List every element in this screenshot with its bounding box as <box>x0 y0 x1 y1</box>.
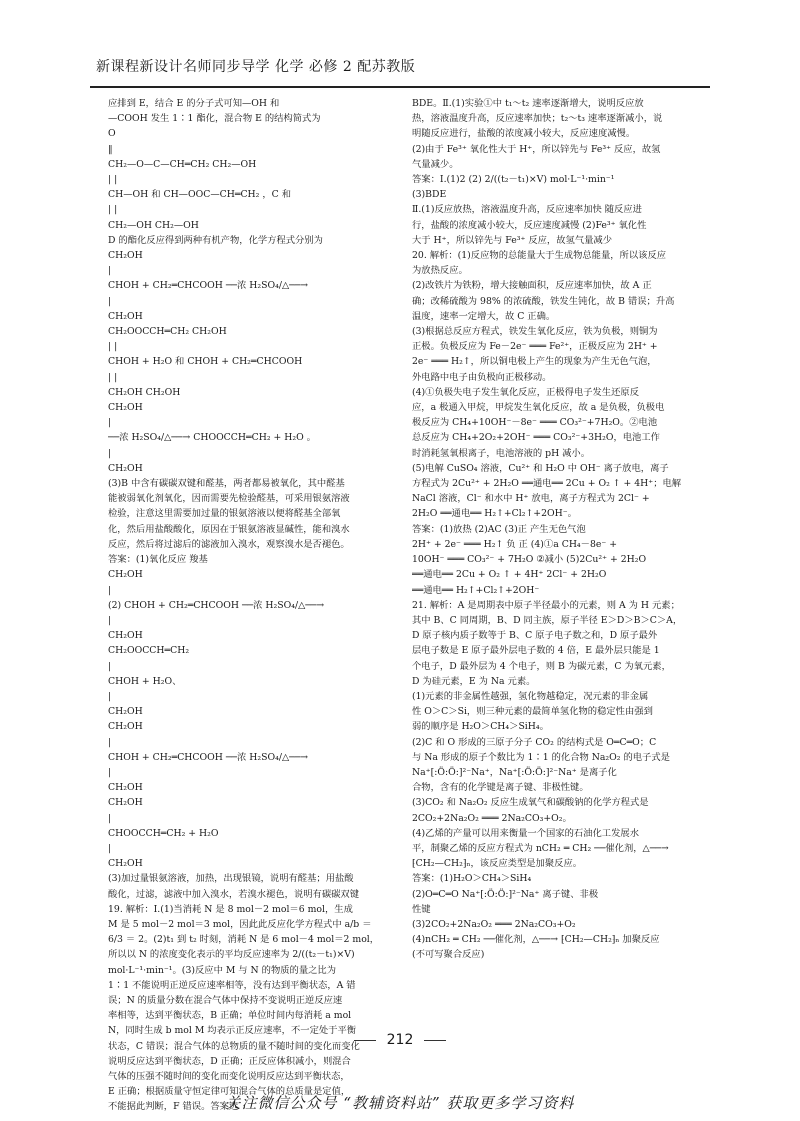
text-line: | <box>108 690 112 702</box>
text-line: 6/3 ＝ 2。(2)t₁ 到 t₂ 时刻，消耗 N 是 6 mol－4 mol＝2 mol， <box>108 934 380 946</box>
text-line: E 正确；根据质量守恒定律可知混合气体的总质量是定值， <box>108 1086 351 1098</box>
text-line: (5)电解 CuSO₄ 溶液，Cu²⁺ 和 H₂O 中 OH⁻ 离子放电，离子 <box>412 462 669 474</box>
text-line: 与 Na 形成的原子个数比为 1∶1 的化合物 Na₂O₂ 的电子式是 <box>412 751 670 763</box>
text-line: | <box>108 766 112 778</box>
text-line: CH₂OH <box>108 250 143 262</box>
text-line: 10OH⁻ ═══ CO₃²⁻ + 7H₂O ②减小 (5)2Cu²⁺ + 2H₂O <box>412 554 647 566</box>
text-line: CH₂OH <box>108 310 143 322</box>
text-line: mol·L⁻¹·min⁻¹。(3)反应中 M 与 N 的物质的量之比为 <box>108 964 337 976</box>
text-line: 总反应为 CH₄+2O₂+2OH⁻ ═══ CO₃²⁻+3H₂O，电池工作 <box>412 432 660 444</box>
footer-watermark <box>0 1092 800 1113</box>
text-line: CH₂OH <box>108 797 143 809</box>
text-line: 温度，速率一定增大，故 C 正确。 <box>412 310 556 322</box>
text-line: 检验，注意这里需要加过量的银氨溶液以便将醛基全部氧 <box>108 508 341 520</box>
text-line: 应排到 E，结合 E 的分子式可知—OH 和 <box>108 98 280 109</box>
text-line: 酸化，过滤，滤液中加入溴水，若溴水褪色，说明有碳碳双键 <box>108 888 360 900</box>
text-line: | <box>108 584 112 596</box>
text-line: 所以以 N 的浓度变化表示的平均反应速率为 2/((t₂－t₁)×V) <box>108 949 355 961</box>
text-line: | <box>108 417 112 429</box>
text-line: ──浓 H₂SO₄/△──→ CHOOCCH═CH₂ + H₂O 。 <box>108 432 316 444</box>
page-number-value: 212 <box>386 1032 414 1048</box>
text-line: 答案：(1)H₂O＞CH₄＞SiH₄ <box>412 873 532 885</box>
text-line: 层电子数是 E 原子最外层电子数的 4 倍，E 最外层只能是 1 <box>412 645 660 657</box>
text-line: 率相等，达到平衡状态，B 正确；单位时间内每消耗 a mol <box>108 1010 352 1022</box>
text-line: (3)CO₂ 和 Na₂O₂ 反应生成氧气和碳酸钠的化学方程式是 <box>412 797 649 809</box>
text-line: Na⁺[:Ö:Ö:]²⁻Na⁺，Na⁺[:Ö:Ö:]²⁻Na⁺ 是离子化 <box>412 766 617 778</box>
text-line: (3)2CO₂+2Na₂O₂ ═══ 2Na₂CO₃+O₂ <box>412 918 576 930</box>
right-column <box>412 96 708 1116</box>
text-line: (3)BDE <box>412 189 447 201</box>
text-line: | <box>108 447 112 459</box>
text-line: 化，然后用盐酸酸化，原因在于银氨溶液显碱性，能和溴水 <box>108 523 350 535</box>
text-line: D 原子核内质子数等于 B、C 原子电子数之和，D 原子最外 <box>412 630 658 642</box>
text-line: CH₂—OH CH₂—OH <box>108 219 199 231</box>
text-line: CHOOCCH═CH₂ + H₂O <box>108 827 219 839</box>
text-line: | <box>108 812 112 824</box>
text-line: CHOH + H₂O、 <box>108 675 182 687</box>
header-rule <box>90 86 710 88</box>
text-line: 2H₂O ══通电══ H₂↑+Cl₂↑+2OH⁻。 <box>412 508 577 520</box>
text-line: CH₂OH <box>108 402 143 414</box>
text-line: 外电路中电子由负极向正极移动。 <box>412 371 552 383</box>
text-line: 气体的压强不随时间的变化而变化说明反应达到平衡状态， <box>108 1071 350 1082</box>
text-line: 不能据此判断，F 错误。答案选 <box>108 1101 239 1113</box>
text-line: 应，a 极通入甲烷，甲烷发生氧化反应，故 a 是负极，负极电 <box>412 402 665 414</box>
text-line: 确；改稀硫酸为 98% 的浓硫酸，铁发生钝化，故 B 错误；升高 <box>412 295 675 307</box>
text-line: (3)B 中含有碳碳双键和醛基，两者都易被氧化，其中醛基 <box>108 478 345 490</box>
text-line: CH₂—O—C—CH═CH₂ CH₂—OH <box>108 158 257 170</box>
text-line: 正极。负极反应为 Fe－2e⁻ ═══ Fe²⁺，正极反应为 2H⁺ + <box>412 341 658 353</box>
text-line: N，同时生成 b mol M 均表示正反应速率，不一定处于平衡 <box>108 1025 357 1037</box>
text-line: 热，溶液温度升高，反应速率加快；t₂～t₃ 速率逐渐减小，说 <box>412 113 663 125</box>
page-number-dash-left <box>354 1040 376 1041</box>
text-line: 弱的顺序是 H₂O＞CH₄＞SiH₄。 <box>412 721 549 733</box>
text-line: 说明反应达到平衡状态，D 正确；正反应体积减小，则混合 <box>108 1055 351 1067</box>
text-line: 答案：(1)放热 (2)AC (3)正 产生无色气泡 <box>412 523 586 535</box>
text-line: | <box>108 660 112 672</box>
text-line: NaCl 溶液，Cl⁻ 和水中 H⁺ 放电，离子方程式为 2Cl⁻ + <box>412 493 650 505</box>
text-line: | | <box>108 371 118 383</box>
text-line: D 为硅元素，E 为 Na 元素。 <box>412 675 536 687</box>
text-line: | <box>108 736 112 748</box>
text-line: CH₂OH CH₂OH <box>108 386 181 398</box>
text-line: 1∶1 不能说明正逆反应速率相等，没有达到平衡状态，A 错 <box>108 979 356 991</box>
text-line: (2) CHOH + CH₂═CHCOOH ──浓 H₂SO₄/△──→ <box>108 599 325 611</box>
text-line: 19. 解析：Ⅰ.(1)当消耗 N 是 8 mol－2 mol＝6 mol，生成 <box>108 903 353 915</box>
page-number <box>0 1032 800 1048</box>
text-line: CH₂OH <box>108 630 143 642</box>
text-line: 2CO₂+2Na₂O₂ ═══ 2Na₂CO₃+O₂。 <box>412 812 572 824</box>
text-line: 其中 B、C 同周期，B、D 同主族，原子半径 E＞D＞B＞C＞A， <box>412 614 683 626</box>
text-line: CH₂OOCCH═CH₂ CH₂OH <box>108 326 227 338</box>
text-line: CH₂OH <box>108 858 143 870</box>
text-line: CH₂OH <box>108 462 143 474</box>
text-line: 20. 解析：(1)反应物的总能量大于生成物总能量，所以该反应 <box>412 250 667 262</box>
text-line: CHOH + H₂O 和 CHOH + CH₂═CHCOOH <box>108 356 303 368</box>
text-line: | <box>108 614 112 626</box>
text-line: | <box>108 265 112 277</box>
text-line: ⁅CH₂—CH₂⁆ₙ，该反应类型是加聚反应。 <box>412 858 583 870</box>
text-line: ══通电══ H₂↑+Cl₂↑+2OH⁻ <box>412 584 540 596</box>
text-line: 极反应为 CH₄+10OH⁻－8e⁻ ═══ CO₃²⁻+7H₂O。②电池 <box>412 417 658 429</box>
text-line: | | <box>108 341 118 353</box>
text-line: CHOH + CH₂═CHCOOH ──浓 H₂SO₄/△──→ <box>108 751 309 763</box>
text-line: M 是 5 mol－2 mol＝3 mol，因此此反应化学方程式中 a/b ＝ <box>108 918 372 930</box>
text-line: CH₂OH <box>108 782 143 794</box>
text-line: | | <box>108 174 118 186</box>
text-line: (4)①负极失电子发生氧化反应，正极得电子发生还原反 <box>412 386 639 398</box>
text-line: 个电子，D 最外层为 4 个电子，则 B 为碳元素，C 为氧元素， <box>412 660 671 672</box>
text-line: 平，制聚乙烯的反应方程式为 nCH₂ ═ CH₂ ──催化剂，△──→ <box>412 842 669 854</box>
text-line: (4)nCH₂ ═ CH₂ ──催化剂，△──→ ⁅CH₂—CH₂⁆ₙ 加聚反应 <box>412 934 660 946</box>
text-line: 为放热反应。 <box>412 265 468 277</box>
text-line: 能被弱氧化剂氧化，因而需要先检验醛基，可采用银氨溶液 <box>108 493 350 505</box>
text-line: 误；N 的质量分数在混合气体中保持不变说明正逆反应速 <box>108 994 343 1006</box>
text-line: Ⅱ.(1)反应放热，溶液温度升高，反应速率加快 随反应进 <box>412 204 642 216</box>
text-line: ‖ <box>108 143 113 155</box>
text-line: CH₂OOCCH═CH₂ <box>108 645 190 657</box>
text-line: 反应，然后将过滤后的滤液加入溴水，观察溴水是否褪色。 <box>108 538 350 550</box>
text-line: (不可写聚合反应) <box>412 949 485 961</box>
text-line: 时消耗氢氧根离子，电池溶液的 pH 减小。 <box>412 447 591 459</box>
text-line: | <box>108 842 112 854</box>
text-line: 气量减少。 <box>412 158 459 170</box>
text-line: 大于 H⁺，所以锌先与 Fe³⁺ 反应，故氢气量减少 <box>412 234 613 246</box>
text-line: ══通电══ 2Cu + O₂ ↑ + 4H⁺ 2Cl⁻ + 2H₂O <box>412 569 607 581</box>
text-line: 21. 解析：A 是周期表中原子半径最小的元素，则 A 为 H 元素； <box>412 599 680 611</box>
text-line: 2e⁻ ═══ H₂↑，所以铜电极上产生的现象为产生无色气泡， <box>412 356 657 368</box>
text-line: (3)根据总反应方程式，铁发生氧化反应，铁为负极，则铜为 <box>412 326 658 338</box>
left-column <box>108 96 398 1116</box>
text-line: 2H⁺ + 2e⁻ ═══ H₂↑ 负 正 (4)①a CH₄－8e⁻ + <box>412 538 618 550</box>
text-line: 行，盐酸的浓度减小较大，反应速度减慢 (2)Fe³⁺ 氧化性 <box>412 219 647 231</box>
text-line: 答案：(1)氧化反应 羧基 <box>108 554 208 566</box>
text-line: 答案：Ⅰ.(1)2 (2) 2/((t₂－t₁)×V) mol·L⁻¹·min⁻¹ <box>412 174 615 186</box>
text-line: 状态，C 错误；混合气体的总物质的量不随时间的变化而变化 <box>108 1040 360 1052</box>
text-line: 性键 <box>412 903 431 915</box>
text-line: CH₂OH <box>108 721 143 733</box>
text-line: 合物，含有的化学键是离子键、非极性键。 <box>412 782 589 794</box>
text-line: CH₂OH <box>108 569 143 581</box>
text-line: 性 O＞C＞Si，则三种元素的最简单氢化物的稳定性由强到 <box>412 706 653 718</box>
text-line: 方程式为 2Cu²⁺ + 2H₂O ══通电══ 2Cu + O₂ ↑ + 4H⁺；电解 <box>412 478 682 490</box>
text-line: O <box>108 128 116 140</box>
text-line: BDE。Ⅱ.(1)实验①中 t₁～t₂ 速率逐渐增大，说明反应放 <box>412 98 644 109</box>
text-line: | <box>108 295 112 307</box>
text-line: (3)加过量银氨溶液，加热，出现银镜，说明有醛基；用盐酸 <box>108 873 354 885</box>
text-line: (2)改铁片为铁粉，增大接触面积，反应速率加快，故 A 正 <box>412 280 652 292</box>
page-number-dash-right <box>424 1040 446 1041</box>
text-line: D 的酯化反应得到两种有机产物，化学方程式分别为 <box>108 234 323 246</box>
text-line: (2)C 和 O 形成的三原子分子 CO₂ 的结构式是 O═C═O；C <box>412 736 657 748</box>
text-line: | | <box>108 204 118 216</box>
header-title: 新课程新设计名师同步导学 化学 必修 2 配苏教版 <box>96 59 416 75</box>
text-line: CH—OH 和 CH—OOC—CH═CH₂ ，C 和 <box>108 189 292 201</box>
text-line: CH₂OH <box>108 706 143 718</box>
text-line: —COOH 发生 1∶1 酯化，混合物 E 的结构简式为 <box>108 113 321 125</box>
text-line: (2)O═C═O Na⁺[:Ö:Ö:]²⁻Na⁺ 离子键、非极 <box>412 888 599 900</box>
text-line: CHOH + CH₂═CHCOOH ──浓 H₂SO₄/△──→ <box>108 280 309 292</box>
text-line: (2)由于 Fe³⁺ 氧化性大于 H⁺，所以锌先与 Fe³⁺ 反应，故氢 <box>412 143 661 155</box>
text-line: 明随反应进行，盐酸的浓度减小较大，反应速度减慢。 <box>412 128 636 140</box>
text-line: (1)元素的非金属性越强，氢化物越稳定，况元素的非金属 <box>412 690 649 702</box>
text-line: (4)乙烯的产量可以用来衡量一个国家的石油化工发展水 <box>412 827 639 839</box>
page-header <box>96 56 706 76</box>
footer-text: 关注微信公众号 “教辅资料站” 获取更多学习资料 <box>225 1094 575 1112</box>
